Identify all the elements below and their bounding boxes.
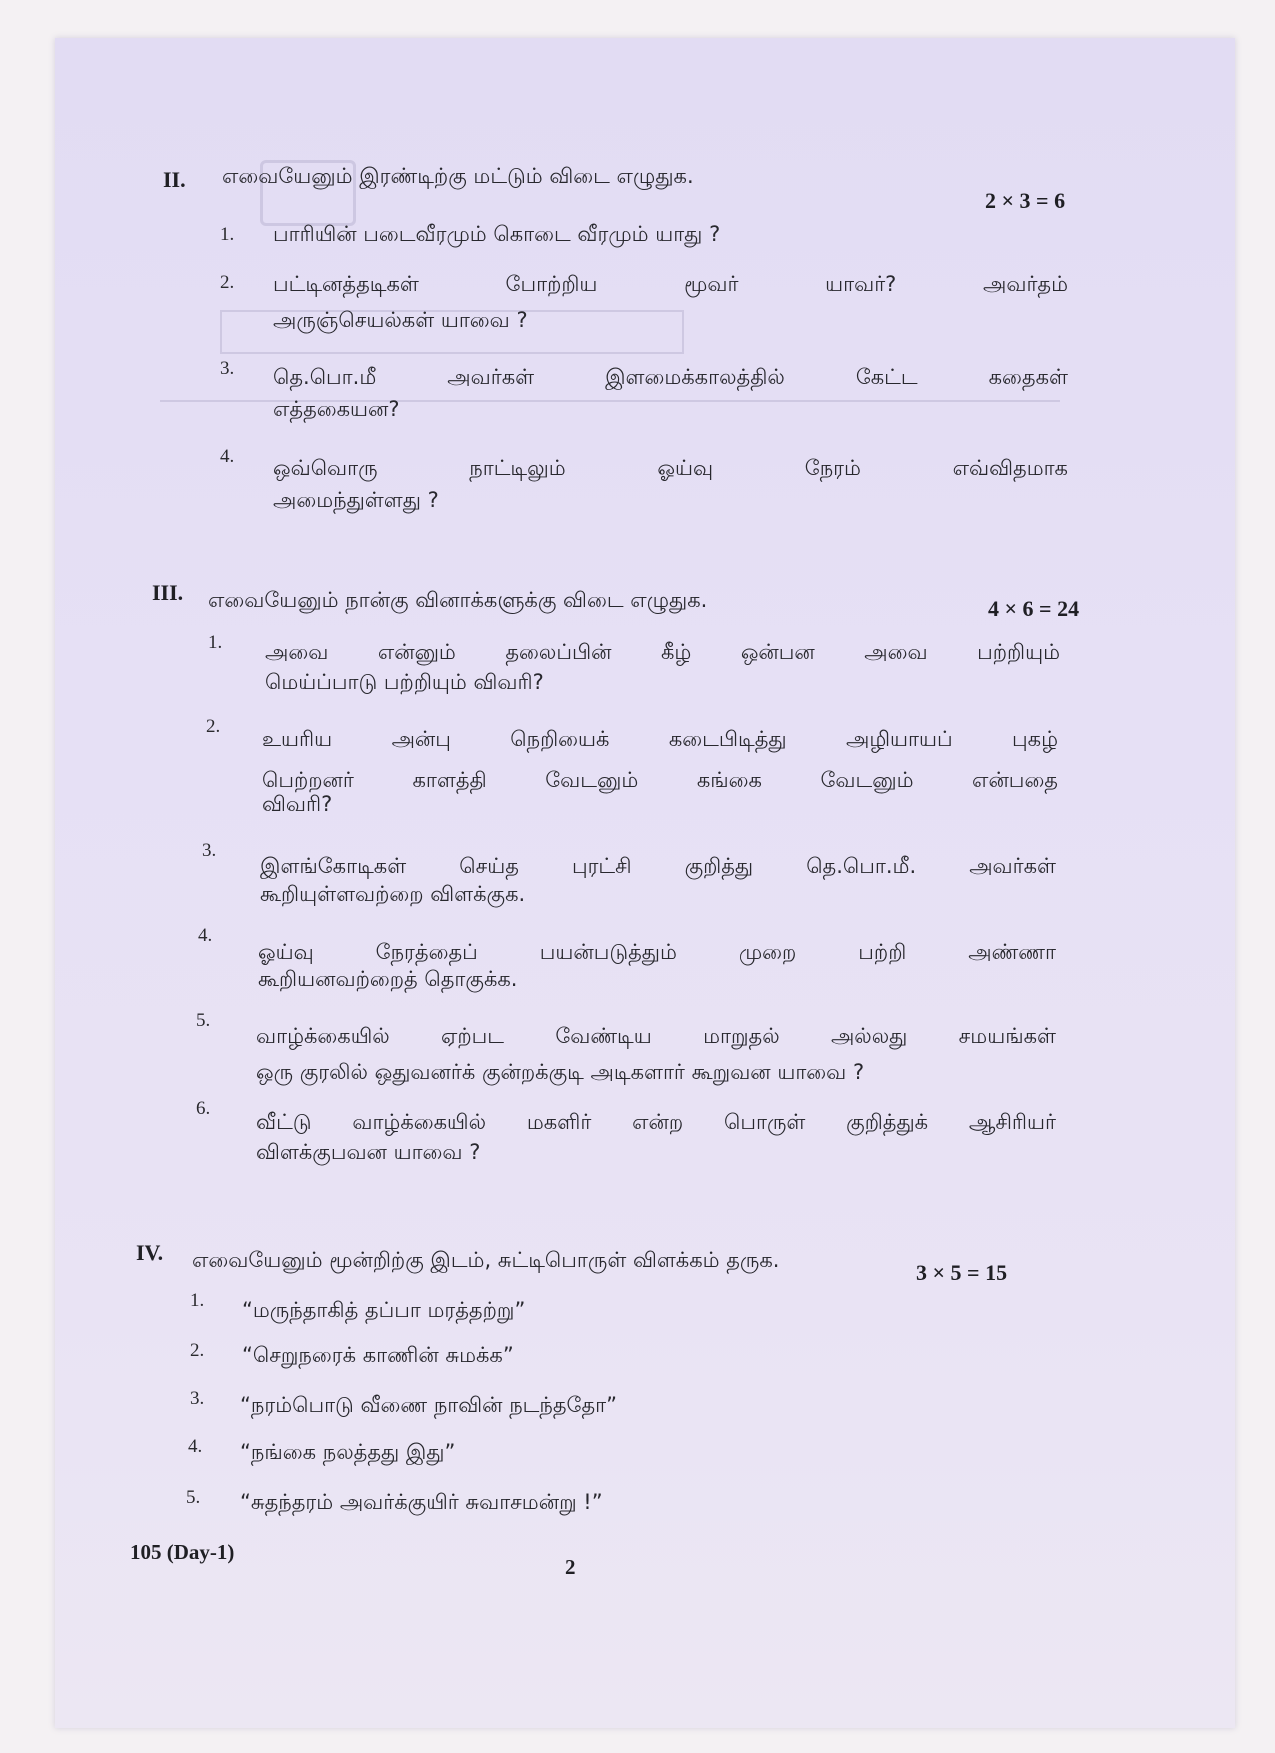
question-text: ஒரு குரலில் ஒதுவனர்க் குன்றக்குடி அடிகளார் கூறுவன யாவை ? <box>256 1060 865 1084</box>
section-marks: 4 × 6 = 24 <box>988 596 1080 621</box>
question-number: 1. <box>190 1290 205 1311</box>
question-text: கூறியுள்ளவற்றை விளக்குக. <box>260 882 526 906</box>
question-text: “நங்கை நலத்தது இது” <box>240 1440 456 1464</box>
question-number: 5. <box>186 1487 201 1508</box>
question-text: வீட்டு வாழ்க்கையில் மகளிர் என்ற பொருள் குறித்துக் ஆசிரியர் <box>256 1110 1056 1134</box>
question-text: “செறுநரைக் காணின் சுமக்க” <box>242 1343 514 1367</box>
question-text: “மருந்தாகித் தப்பா மரத்தற்று” <box>242 1298 526 1322</box>
question-number: 2. <box>206 716 221 737</box>
question-text: அமைந்துள்ளது ? <box>273 488 439 512</box>
question-text: வாழ்க்கையில் ஏற்பட வேண்டிய மாறுதல் அல்லது சமயங்கள் <box>256 1024 1056 1048</box>
question-text: பாரியின் படைவீரமும் கொடை வீரமும் யாது ? <box>273 222 721 246</box>
section-number: IV. <box>136 1240 164 1265</box>
question-number: 4. <box>198 925 213 946</box>
question-number: 1. <box>220 224 235 245</box>
question-number: 3. <box>202 840 217 861</box>
question-number: 6. <box>196 1098 211 1119</box>
page-number: 2 <box>565 1555 576 1579</box>
question-text: பெற்றனர் காளத்தி வேடனும் கங்கை வேடனும் என்பதை <box>262 768 1058 792</box>
question-text: அவை என்னும் தலைப்பின் கீழ் ஒன்பன அவை பற்றியும் <box>265 640 1060 664</box>
question-text: உயரிய அன்பு நெறியைக் கடைபிடித்து அழியாயப் புகழ் <box>262 727 1058 751</box>
question-text: எத்தகையன? <box>273 397 400 421</box>
question-number: 3. <box>220 358 235 379</box>
question-text: பட்டினத்தடிகள் போற்றிய மூவர் யாவர்? அவர்தம் <box>273 272 1068 296</box>
question-text: கூறியனவற்றைத் தொகுக்க. <box>258 967 518 991</box>
question-text: “சுதந்தரம் அவர்க்குயிர் சுவாசமன்று !” <box>240 1490 603 1514</box>
section-number: III. <box>152 580 184 605</box>
question-number: 5. <box>196 1010 211 1031</box>
question-text: தெ.பொ.மீ அவர்கள் இளமைக்காலத்தில் கேட்ட கதைகள் <box>273 365 1068 389</box>
question-number: 2. <box>220 272 235 293</box>
question-text: அருஞ்செயல்கள் யாவை ? <box>273 308 528 332</box>
section-number: II. <box>163 167 186 192</box>
section-instruction: எவையேனும் மூன்றிற்கு இடம், சுட்டிபொருள் விளக்கம் தருக. <box>192 1248 780 1272</box>
question-number: 2. <box>190 1340 205 1361</box>
section-marks: 3 × 5 = 15 <box>916 1260 1008 1285</box>
question-text: ஒவ்வொரு நாட்டிலும் ஓய்வு நேரம் எவ்விதமாக <box>273 456 1068 480</box>
question-text: விளக்குபவன யாவை ? <box>256 1140 481 1164</box>
section-instruction: எவையேனும் இரண்டிற்கு மட்டும் விடை எழுதுக. <box>222 164 694 188</box>
question-number: 4. <box>220 446 235 467</box>
question-number: 1. <box>208 632 223 653</box>
paper-code: 105 (Day-1) <box>130 1540 235 1564</box>
question-text: “நரம்பொடு வீணை நாவின் நடந்ததோ” <box>240 1393 617 1417</box>
question-number: 3. <box>190 1388 205 1409</box>
section-instruction: எவையேனும் நான்கு வினாக்களுக்கு விடை எழுதுக. <box>208 588 708 612</box>
question-text: மெய்ப்பாடு பற்றியும் விவரி? <box>265 670 544 694</box>
question-text: விவரி? <box>262 792 333 816</box>
question-number: 4. <box>188 1436 203 1457</box>
question-text: ஓய்வு நேரத்தைப் பயன்படுத்தும் முறை பற்றி அண்ணா <box>258 940 1056 964</box>
section-marks: 2 × 3 = 6 <box>985 188 1066 213</box>
question-text: இளங்கோடிகள் செய்த புரட்சி குறித்து தெ.பொ.மீ. அவர்கள் <box>260 854 1056 878</box>
